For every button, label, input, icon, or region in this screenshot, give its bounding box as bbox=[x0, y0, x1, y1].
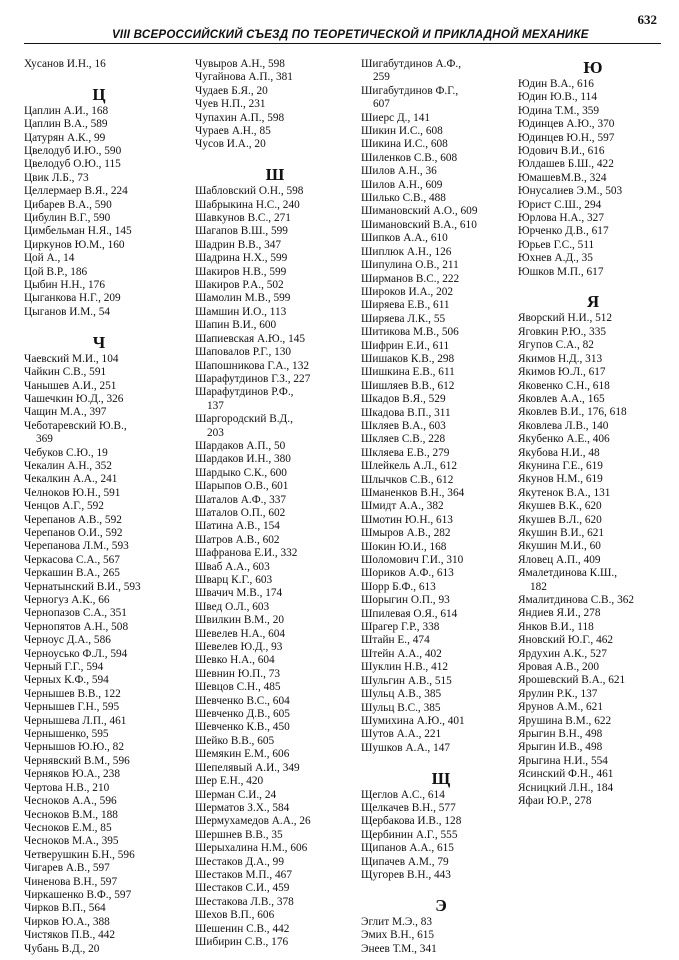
index-entry: Цыганов И.М., 54 bbox=[24, 305, 111, 318]
index-entry: Цибарев В.А., 590 bbox=[24, 198, 112, 211]
section-letter-heading: Э bbox=[435, 895, 447, 915]
index-entry: Шевченко В.С., 604 bbox=[195, 694, 290, 707]
index-entry: Цой В.Р., 186 bbox=[24, 265, 88, 278]
index-entry: Шиплюк А.Н., 126 bbox=[361, 245, 452, 258]
index-entry: Штейн А.А., 402 bbox=[361, 647, 442, 660]
index-entry: Щипанов А.А., 615 bbox=[361, 842, 454, 855]
index-entry: Чекалин А.Н., 352 bbox=[24, 459, 112, 472]
index-entry: Шевнин Ю.П., 73 bbox=[195, 667, 281, 680]
index-entry: Шигабутдинов А.Ф., bbox=[361, 58, 462, 70]
index-entry: Чертова Н.В., 210 bbox=[24, 781, 110, 794]
index-entry: Цыганкова Н.Г., 209 bbox=[24, 292, 121, 305]
index-entry: Якушин М.И., 60 bbox=[518, 540, 601, 553]
index-entry: Яговкин Р.Ю., 335 bbox=[518, 325, 606, 338]
index-entry: Шимановский А.О., 609 bbox=[361, 205, 478, 218]
index-entry: Шабловский О.Н., 598 bbox=[195, 185, 304, 198]
index-entry: Шапин В.И., 600 bbox=[195, 319, 277, 332]
index-entry: Шваб А.А., 603 bbox=[195, 560, 270, 573]
index-entry: Шапиевская А.Ю., 145 bbox=[195, 332, 306, 345]
index-entry: Юрлова Н.А., 327 bbox=[518, 212, 604, 225]
index-entry: Шестаков М.П., 467 bbox=[195, 868, 292, 881]
index-entry: Шульц В.С., 385 bbox=[361, 701, 441, 714]
index-entry: Шатров А.В., 602 bbox=[195, 533, 280, 546]
index-entry: Ширяева Е.В., 611 bbox=[361, 299, 450, 312]
index-entry: Чекалкин А.А., 241 bbox=[24, 473, 118, 486]
index-entry: ЮмашевМ.В., 324 bbox=[518, 171, 607, 184]
index-entry: Шардаков А.П., 50 bbox=[195, 439, 286, 452]
index-entry: Чеботаревский Ю.В., bbox=[24, 419, 127, 432]
index-entry: Ярыгин И.В., 498 bbox=[518, 741, 603, 754]
index-entry: Шаталов О.П., 602 bbox=[195, 506, 286, 519]
index-entry: Чубань В.Д., 20 bbox=[24, 942, 100, 955]
index-entry-continuation: 259 bbox=[373, 71, 390, 84]
index-entry: Чесноков М.А., 395 bbox=[24, 835, 119, 848]
index-entry: Хусанов И.Н., 16 bbox=[24, 58, 106, 70]
index-entry: Чернатынский В.И., 593 bbox=[24, 580, 141, 593]
index-entry: Шумихина А.Ю., 401 bbox=[361, 714, 465, 727]
index-entry: Шабрыкина Н.С., 240 bbox=[195, 198, 300, 211]
index-entry: Шаповалов Р.Г., 130 bbox=[195, 346, 292, 359]
index-entry: Ярошевский В.А., 621 bbox=[518, 674, 626, 687]
index-entry: Щипачев А.М., 79 bbox=[361, 855, 449, 868]
index-entry: Шикина И.С., 608 bbox=[361, 138, 448, 151]
index-entry: Шилов А.Н., 609 bbox=[361, 178, 443, 191]
index-entry: Черный Г.Г., 594 bbox=[24, 661, 104, 674]
index-entry: Четверушкин Б.Н., 596 bbox=[24, 848, 135, 861]
index-entry: Шевко Н.А., 604 bbox=[195, 654, 275, 667]
index-entry: Ярыгин В.Н., 498 bbox=[518, 728, 603, 741]
index-entry: Чугайнова А.П., 381 bbox=[195, 71, 293, 84]
index-entry: Якушин В.И., 621 bbox=[518, 526, 605, 539]
index-entry: Ярдухин А.К., 527 bbox=[518, 647, 607, 660]
index-entry: Шамолин М.В., 599 bbox=[195, 292, 291, 305]
index-entry: Яковлева Л.В., 140 bbox=[518, 419, 609, 432]
index-entry: Шрагер Г.Р., 338 bbox=[361, 621, 440, 634]
index-entry: Юдина Т.М., 359 bbox=[518, 104, 600, 117]
index-entry: Ямалитдинова С.В., 362 bbox=[518, 594, 635, 607]
index-entry: Шарафутдинов Р.Ф., bbox=[195, 386, 294, 399]
index-entry: Якубенко А.Е., 406 bbox=[518, 433, 610, 446]
index-entry: Щелкачев В.Н., 577 bbox=[361, 801, 456, 814]
index-entry: Чувыров А.Н., 598 bbox=[195, 58, 285, 70]
index-entry: Шатина А.В., 154 bbox=[195, 520, 280, 533]
section-spacer bbox=[195, 152, 355, 165]
index-entry: Янков В.И., 118 bbox=[518, 620, 594, 633]
index-entry: Шепелявый А.И., 349 bbox=[195, 761, 300, 774]
index-entry: Шардаков И.Н., 380 bbox=[195, 453, 291, 466]
index-entry: Яковлев А.А., 165 bbox=[518, 392, 605, 405]
index-entry: Юрченко Д.В., 617 bbox=[518, 225, 609, 238]
index-entry: Черноус Д.А., 586 bbox=[24, 634, 111, 647]
index-entry: Шушков А.А., 147 bbox=[361, 741, 451, 754]
index-entry: Цаплин В.А., 589 bbox=[24, 118, 108, 131]
index-entry: Шоломович Г.И., 310 bbox=[361, 554, 464, 567]
index-entry: Шестаков Д.А., 99 bbox=[195, 855, 284, 868]
index-column-1 bbox=[24, 58, 174, 956]
index-entry: Яновский Ю.Г., 462 bbox=[518, 634, 614, 647]
index-entry: Шорр Б.Ф., 613 bbox=[361, 580, 436, 593]
index-entry: Чесноков Е.М., 85 bbox=[24, 821, 112, 834]
index-entry: Якушев В.Л., 620 bbox=[518, 513, 602, 526]
index-entry: Шмыров А.В., 282 bbox=[361, 527, 451, 540]
index-entry: Черкасова С.А., 567 bbox=[24, 553, 120, 566]
index-entry: Чернышев В.В., 122 bbox=[24, 687, 121, 700]
index-entry: Штайн Е., 474 bbox=[361, 634, 430, 647]
index-entry: Шадрин В.В., 347 bbox=[195, 238, 282, 251]
index-entry: Шакиров Н.В., 599 bbox=[195, 265, 287, 278]
index-entry: Чернопятов А.Н., 508 bbox=[24, 620, 129, 633]
index-entry: Чашечкин Ю.Д., 326 bbox=[24, 392, 124, 405]
index-entry: Шкляев В.А., 603 bbox=[361, 419, 446, 432]
index-entry: Ширманов В.С., 222 bbox=[361, 272, 460, 285]
index-entry: Яворский Н.И., 512 bbox=[518, 312, 613, 325]
index-entry: Цвик Л.Б., 73 bbox=[24, 171, 89, 184]
index-entry: Шершнев В.В., 35 bbox=[195, 828, 283, 841]
index-entry: Чайкин С.В., 591 bbox=[24, 366, 107, 379]
index-entry: Якубова Н.И., 48 bbox=[518, 446, 600, 459]
section-spacer bbox=[24, 71, 174, 84]
index-entry: Цимбельман Н.Я., 145 bbox=[24, 225, 132, 238]
section-letter-heading: Ч bbox=[92, 332, 106, 352]
index-entry: Черепанов А.В., 592 bbox=[24, 513, 122, 526]
index-entry: Шермухамедов А.А., 26 bbox=[195, 815, 311, 828]
index-entry: Яковлев В.И., 176, 618 bbox=[518, 406, 627, 419]
index-entry: Шориков А.Ф., 613 bbox=[361, 567, 454, 580]
index-entry: Чирков В.П., 564 bbox=[24, 902, 106, 915]
index-entry: Юдин В.А., 616 bbox=[518, 78, 594, 90]
index-entry: Челноков Ю.Н., 591 bbox=[24, 486, 121, 499]
index-entry: Чебуков С.Ю., 19 bbox=[24, 446, 108, 459]
index-entry: Шокин Ю.И., 168 bbox=[361, 540, 447, 553]
section-letter-heading: Ц bbox=[92, 84, 106, 104]
index-entry: Шульц А.В., 385 bbox=[361, 688, 442, 701]
index-entry: Циркунов Ю.М., 160 bbox=[24, 238, 125, 251]
section-letter-heading: Ш bbox=[265, 165, 285, 185]
index-entry: Чернышенко, 595 bbox=[24, 728, 109, 741]
index-entry: Щербакова И.В., 128 bbox=[361, 815, 462, 828]
index-entry: Щеглов А.С., 614 bbox=[361, 788, 445, 801]
index-entry: Ямалетдинова К.Ш., bbox=[518, 567, 618, 580]
index-entry: Шаргородский В.Д., bbox=[195, 413, 293, 426]
index-entry: Шибирин С.В., 176 bbox=[195, 935, 289, 948]
index-entry: Швилкин В.М., 20 bbox=[195, 614, 284, 627]
index-entry: Чистяков П.В., 442 bbox=[24, 929, 116, 942]
index-entry: Шилов А.Н., 36 bbox=[361, 165, 437, 178]
index-entry: Шипков А.А., 610 bbox=[361, 232, 448, 245]
index-entry: Юнусалиев Э.М., 503 bbox=[518, 185, 623, 198]
section-spacer bbox=[361, 755, 521, 768]
index-entry: Цибулин В.Г., 590 bbox=[24, 212, 111, 225]
index-entry: Швед О.Л., 603 bbox=[195, 600, 270, 613]
index-entry: Ярулин Р.К., 137 bbox=[518, 687, 598, 700]
index-entry: Шигабутдинов Ф.Г., bbox=[361, 84, 459, 97]
index-entry: Шерматов З.Х., 584 bbox=[195, 801, 290, 814]
index-entry: Шафранова Е.И., 332 bbox=[195, 547, 298, 560]
index-entry: Шманенков В.Н., 364 bbox=[361, 487, 465, 499]
index-entry: Эмих В.Н., 615 bbox=[361, 929, 435, 942]
index-entry: Юдинцев А.Ю., 370 bbox=[518, 118, 615, 131]
index-entry: Якимов Ю.Л., 617 bbox=[518, 366, 606, 379]
index-entry: Шиерс Д., 141 bbox=[361, 111, 431, 124]
index-entry: Шкадов В.Я., 529 bbox=[361, 393, 446, 406]
index-entry: Целлермаер В.Я., 224 bbox=[24, 185, 128, 198]
index-entry: Шуклин Н.В., 412 bbox=[361, 661, 449, 674]
index-entry: Чаевский М.И., 104 bbox=[24, 352, 119, 365]
index-entry: Шишляев В.В., 612 bbox=[361, 379, 455, 392]
index-entry: Шевцов С.Н., 485 bbox=[195, 681, 281, 694]
index-entry: Шехов В.П., 606 bbox=[195, 909, 275, 922]
index-entry: Шадрина Н.Х., 599 bbox=[195, 252, 288, 265]
index-entry: Шапошникова Г.А., 132 bbox=[195, 359, 309, 372]
index-column-2 bbox=[195, 58, 355, 949]
index-entry: Шимановский В.А., 610 bbox=[361, 218, 477, 231]
index-entry: Черных К.Ф., 594 bbox=[24, 674, 109, 687]
index-entry: Черкашин В.А., 265 bbox=[24, 567, 120, 580]
index-entry: Ярыгина Н.И., 554 bbox=[518, 754, 608, 767]
index-entry: Шлычков С.В., 612 bbox=[361, 473, 454, 486]
index-entry: Цыбин Н.Н., 176 bbox=[24, 279, 105, 292]
index-entry: Чураев А.Н., 85 bbox=[195, 125, 271, 138]
index-entry: Шмотин Ю.Н., 613 bbox=[361, 513, 453, 526]
index-entry: Шифрин Е.И., 611 bbox=[361, 339, 450, 352]
index-entry: Шлейкель А.Л., 612 bbox=[361, 460, 457, 473]
index-entry: Чупахин А.П., 598 bbox=[195, 111, 285, 124]
index-entry: Шевелев Н.А., 604 bbox=[195, 627, 286, 640]
index-entry: Шерман С.И., 24 bbox=[195, 788, 277, 801]
index-entry: Ясинский Ф.Н., 461 bbox=[518, 768, 614, 781]
index-entry: Юдин Ю.В., 114 bbox=[518, 91, 597, 104]
index-entry: Черепанов О.И., 592 bbox=[24, 526, 123, 539]
index-entry: Цвелодуб О.Ю., 115 bbox=[24, 158, 121, 171]
index-entry: Чесноков А.А., 596 bbox=[24, 795, 117, 808]
index-column-3 bbox=[361, 58, 521, 956]
index-entry: Ясницкий Л.Н., 184 bbox=[518, 781, 614, 794]
index-entry: Цвелодуб И.Ю., 590 bbox=[24, 145, 122, 158]
index-entry: Юрьев Г.С., 511 bbox=[518, 238, 595, 251]
index-entry: Чуев Н.П., 231 bbox=[195, 98, 266, 111]
index-entry: Черноусько Ф.Л., 594 bbox=[24, 647, 128, 660]
section-letter-heading: Я bbox=[586, 292, 600, 312]
index-entry: Шварц К.Г., 603 bbox=[195, 574, 273, 587]
index-entry: Черепанова Л.М., 593 bbox=[24, 540, 129, 553]
index-entry: Чиненова В.Н., 597 bbox=[24, 875, 118, 888]
index-entry: Ярунов А.М., 621 bbox=[518, 701, 603, 714]
index-entry: Якутенок В.А., 131 bbox=[518, 486, 611, 499]
index-entry: Черногуз А.К., 66 bbox=[24, 594, 110, 606]
index-entry: Шишаков К.В., 298 bbox=[361, 352, 455, 365]
index-entry: Чигарев А.В., 597 bbox=[24, 862, 110, 875]
index-entry: Чанышев А.И., 251 bbox=[24, 379, 117, 392]
index-entry-continuation: 607 bbox=[373, 98, 390, 111]
index-entry: Эглит М.Э., 83 bbox=[361, 915, 433, 928]
index-entry: Шейко В.В., 605 bbox=[195, 734, 275, 747]
index-entry-continuation: 203 bbox=[207, 426, 224, 439]
index-entry: Шешенин С.В., 442 bbox=[195, 922, 290, 935]
index-entry: Энеев Т.М., 341 bbox=[361, 942, 437, 955]
index-entry: Шерыхалина Н.М., 606 bbox=[195, 842, 308, 855]
page-header bbox=[24, 12, 661, 42]
index-entry: Чернявский В.М., 596 bbox=[24, 754, 130, 767]
index-entry: Шевченко Д.В., 605 bbox=[195, 708, 290, 721]
index-entry: Шаталов А.Ф., 337 bbox=[195, 493, 287, 506]
index-entry: Шпилевая О.Я., 614 bbox=[361, 607, 458, 620]
index-entry: Шакиров Р.А., 502 bbox=[195, 279, 284, 292]
index-entry: Яфаи Ю.Р., 278 bbox=[518, 795, 592, 808]
index-entry: Юхнев А.Д., 35 bbox=[518, 252, 593, 265]
index-entry: Чудаев Б.Я., 20 bbox=[195, 84, 268, 97]
section-spacer bbox=[24, 319, 174, 332]
index-entry: Шестаков С.И., 459 bbox=[195, 882, 290, 895]
index-entry: Юдинцев Ю.Н., 597 bbox=[518, 131, 615, 144]
index-entry: Шагапов В.Ш., 599 bbox=[195, 225, 288, 238]
index-entry: Шипулина О.В., 211 bbox=[361, 259, 459, 272]
index-column-4 bbox=[518, 58, 668, 809]
index-entry: Ягупов С.А., 82 bbox=[518, 339, 594, 352]
index-entry-continuation: 369 bbox=[36, 433, 53, 446]
section-letter-heading: Ю bbox=[583, 58, 603, 77]
index-entry: Черняков Ю.А., 238 bbox=[24, 768, 120, 781]
index-entry: Шер Е.Н., 420 bbox=[195, 775, 264, 788]
index-entry: Шишкина Е.В., 611 bbox=[361, 366, 455, 379]
index-entry: Яровая А.В., 200 bbox=[518, 661, 599, 674]
index-entry: Шевченко К.В., 450 bbox=[195, 721, 290, 734]
section-letter-heading: Щ bbox=[431, 768, 451, 788]
index-entry: Чирков Ю.А., 388 bbox=[24, 915, 110, 928]
running-title: VIII ВСЕРОССИЙСКИЙ СЪЕЗД ПО ТЕОРЕТИЧЕСКОЙ И ПРИКЛАДНОЙ МЕХАНИКЕ bbox=[112, 28, 589, 41]
section-spacer bbox=[518, 279, 668, 292]
index-entry: Шорыгин О.П., 93 bbox=[361, 594, 450, 607]
index-entry: Чернышева Л.П., 461 bbox=[24, 714, 127, 727]
index-entry: Ярушина В.М., 622 bbox=[518, 714, 612, 727]
index-entry: Чернышев Г.Н., 595 bbox=[24, 701, 120, 714]
index-entry: Цой А., 14 bbox=[24, 252, 75, 265]
index-entry: Якушев В.К., 620 bbox=[518, 500, 602, 513]
index-entry: Щугорев В.Н., 443 bbox=[361, 868, 451, 881]
index-entry: Шкадова В.П., 311 bbox=[361, 406, 451, 419]
index-entry: Юрист С.Ш., 294 bbox=[518, 198, 602, 211]
section-spacer bbox=[361, 882, 521, 895]
index-entry: Ширяева Л.К., 55 bbox=[361, 312, 446, 325]
index-entry: Шутов А.А., 221 bbox=[361, 728, 442, 741]
index-entry: Шилько С.В., 488 bbox=[361, 192, 446, 205]
index-entry: Юдович В.И., 616 bbox=[518, 145, 605, 158]
index-entry: Шульгин А.В., 515 bbox=[361, 674, 452, 687]
index-entry: Шкляева Е.В., 279 bbox=[361, 446, 450, 459]
index-entry: Юлдашев Б.Ш., 422 bbox=[518, 158, 614, 171]
index-entry: Цаплин А.И., 168 bbox=[24, 104, 109, 117]
page-number: 632 bbox=[637, 12, 657, 27]
index-entry: Щербинин А.Г., 555 bbox=[361, 828, 458, 841]
index-entry: Шемякин Е.М., 606 bbox=[195, 748, 290, 761]
index-entry-continuation: 137 bbox=[207, 399, 224, 412]
index-entry: Шкляев С.В., 228 bbox=[361, 433, 446, 446]
index-entry: Яндиев Я.И., 278 bbox=[518, 607, 601, 620]
index-entry: Шмидт А.А., 382 bbox=[361, 500, 444, 513]
index-entry: Якунина Г.Е., 619 bbox=[518, 459, 603, 472]
header-rule bbox=[24, 43, 661, 44]
index-entry: Чернышов Ю.Ю., 82 bbox=[24, 741, 124, 754]
index-entry: Юшков М.П., 617 bbox=[518, 265, 604, 278]
index-entry: Шарафутдинов Г.З., 227 bbox=[195, 372, 311, 385]
index-entry: Шарыпов О.В., 601 bbox=[195, 480, 289, 493]
index-entry: Шавкунов В.С., 271 bbox=[195, 212, 291, 225]
index-entry: Ченцов А.Г., 592 bbox=[24, 500, 104, 513]
index-entry: Швачич М.В., 174 bbox=[195, 587, 283, 600]
index-entry: Якимов Н.Д., 313 bbox=[518, 352, 603, 365]
index-entry: Широков И.А., 202 bbox=[361, 285, 454, 298]
index-entry: Чусов И.А., 20 bbox=[195, 138, 266, 151]
index-entry: Якунов Н.М., 619 bbox=[518, 473, 603, 486]
index-entry: Шевелев Ю.Д., 93 bbox=[195, 641, 283, 654]
index-entry: Шардыко С.К., 600 bbox=[195, 466, 287, 479]
index-entry: Чернопазов С.А., 351 bbox=[24, 607, 127, 620]
index-entry: Цатурян А.К., 99 bbox=[24, 131, 106, 144]
index-entry: Шиленков С.В., 608 bbox=[361, 151, 458, 164]
index-entry: Чащин М.А., 397 bbox=[24, 406, 107, 419]
index-entry: Яловец А.П., 409 bbox=[518, 553, 601, 566]
index-entry: Чесноков В.М., 188 bbox=[24, 808, 118, 821]
index-entry: Шитикова М.В., 506 bbox=[361, 326, 459, 339]
index-entry: Чиркашенко В.Ф., 597 bbox=[24, 888, 132, 901]
index-entry: Шамшин И.О., 113 bbox=[195, 305, 287, 318]
index-entry-continuation: 182 bbox=[530, 580, 547, 593]
index-entry: Шикин И.С., 608 bbox=[361, 125, 443, 138]
index-entry: Шестакова Л.В., 378 bbox=[195, 895, 294, 908]
index-entry: Яковенко С.Н., 618 bbox=[518, 379, 610, 392]
